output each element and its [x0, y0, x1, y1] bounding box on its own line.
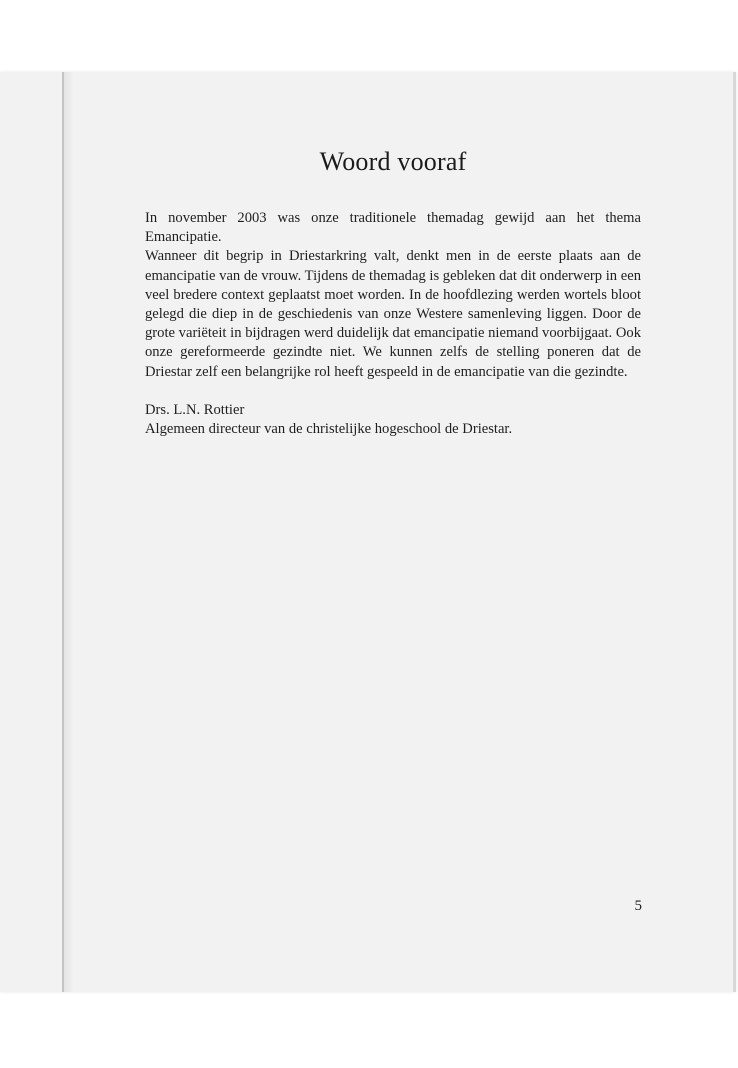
- paragraph-intro: In november 2003 was onze traditionele themadag gewijd aan het thema Emancipatie.: [145, 210, 641, 246]
- page-sheet: [0, 72, 736, 992]
- binding-shadow: [64, 72, 74, 992]
- page-number: 5: [634, 898, 642, 914]
- paragraph-main: Wanneer dit begrip in Driestarkring valt, denkt men in de eerste plaats aan de emancipatie van de vrouw. Tijdens de themadag is gebleken dat dit onderwerp in een veel bredere context geplaatst moet worden. In de hoofdlezing werden wortels bloot gelegd die diep in de geschiedenis van onze Westere samenleving liggen. Door de grote variëteit in bijdragen werd duidelijk dat emancipatie niemand voorbijgaat. Ook onze gereformeerde gezindte niet. We kunnen zelfs de stelling poneren dat de Driestar zelf een belangrijke rol heeft gespeeld in de emancipatie van die gezindte.: [145, 248, 641, 380]
- signature-role: Algemeen directeur van de christelijke hogeschool de Driestar.: [145, 421, 513, 438]
- page-title: Woord vooraf: [319, 147, 467, 176]
- body-text: [145, 209, 641, 439]
- page-right-edge: [733, 72, 736, 992]
- signature-block: [145, 401, 641, 439]
- signature-name: Drs. L.N. Rottier: [145, 402, 245, 419]
